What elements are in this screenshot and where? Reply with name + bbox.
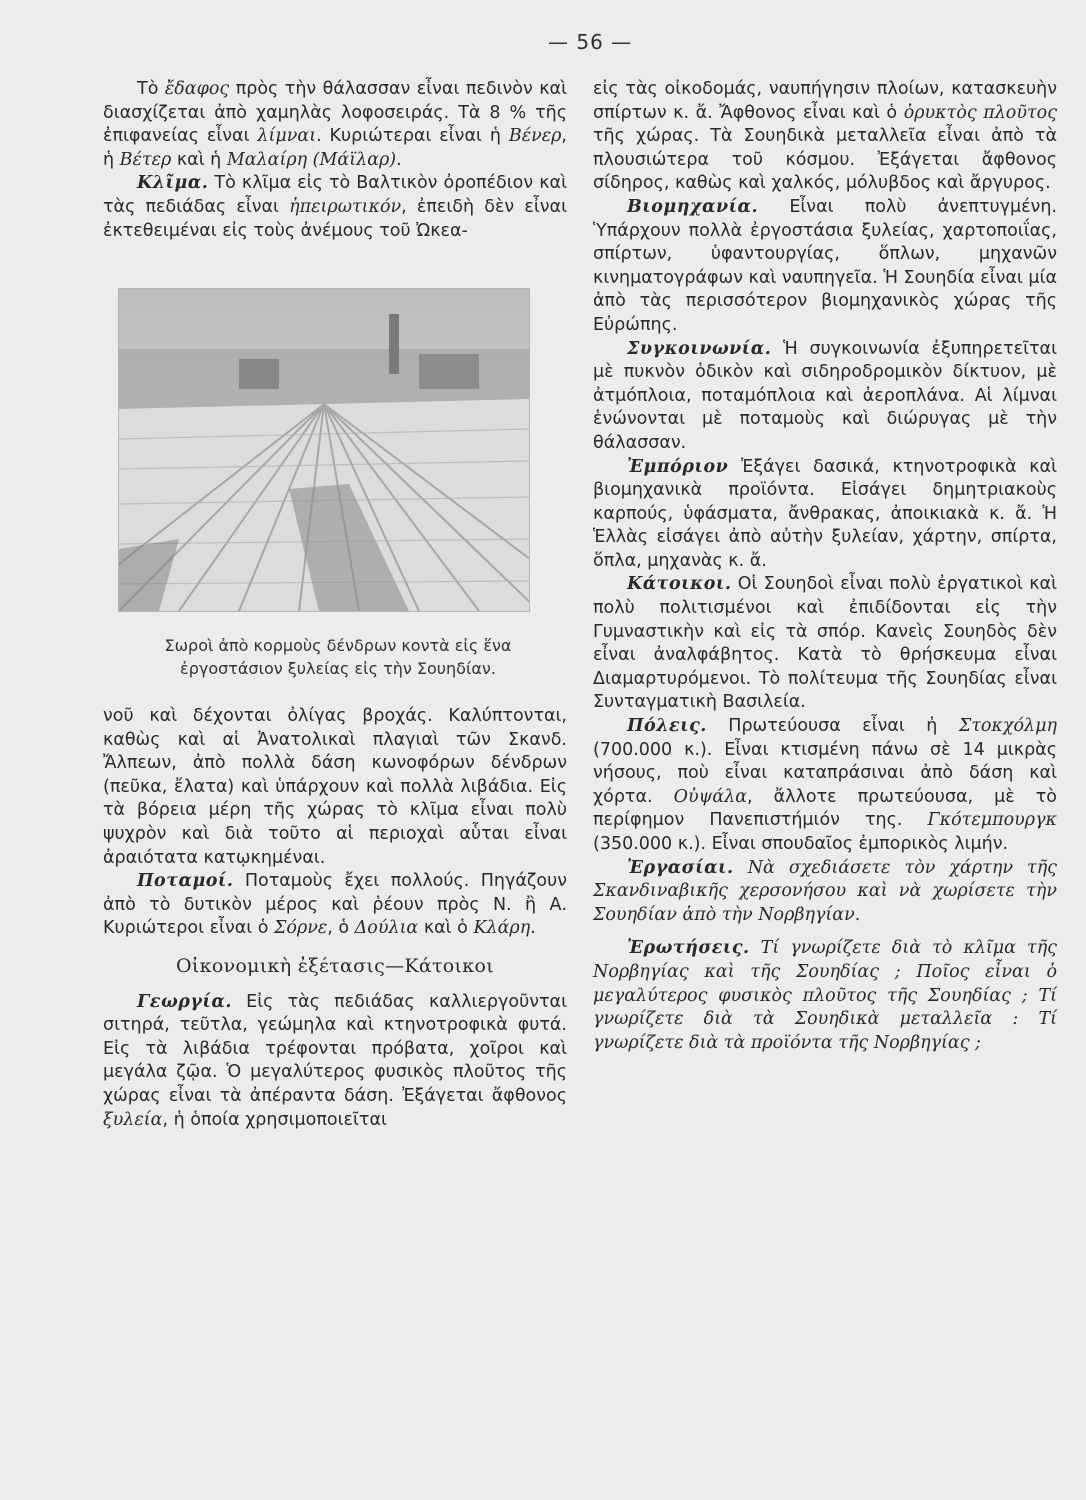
paragraph-inhabitants: Κάτοικοι. Οἱ Σουηδοὶ εἶναι πολὺ ἐργατικοὶ καὶ πολὺ πολιτισμένοι καὶ ἐπιδίδονται εἰς τὴν Γυμναστικὴν καὶ εἰς τὰ σπόρ. Κανεὶς Σουηδὸς δὲν εἶναι ἀναλφάβητος. Κατὰ τὸ θρήσκευμα εἶναι Διαμαρτυρόμενοι. Τὸ πολίτευμα τῆς Σουηδίας εἶναι Συνταγματικὴ Βασιλεία.: [593, 574, 1057, 713]
heading-questions: Ἐρωτήσεις.: [627, 938, 750, 959]
paragraph-exercises: Ἐργασίαι. Νὰ σχεδιάσετε τὸν χάρτην τῆς Σκανδιναβικῆς χερσονήσου καὶ νὰ χωρίσετε τὴν Σουηδίαν ἀπὸ τὴν Νορβηγίαν.: [593, 857, 1057, 925]
paragraph-climate: Κλῖμα. Τὸ κλῖμα εἰς τὸ Βαλτικὸν ὀροπέδιον καὶ τὰς πεδιάδας εἶναι ἠπειρωτικόν, ἐπειδὴ δὲν εἶναι ἐκτεθειμέναι εἰς τοὺς ἀνέμους τοῦ Ὠκεα-: [103, 173, 567, 241]
heading-inhabitants: Κάτοικοι.: [627, 574, 732, 595]
paragraph-questions: Ἐρωτήσεις. Τί γνωρίζετε διὰ τὸ κλῖμα τῆς Νορβηγίας καὶ τῆς Σουηδίας ; Ποῖος εἶναι ὁ μεγαλύτερος φυσικὸς πλοῦτος τῆς Σουηδίας ; Τί γνωρίζετε διὰ τὰ Σουηδικὰ μεταλλεῖα : Τί γνωρίζετε διὰ τὰ προϊόντα τῆς Νορβηγίας ;: [593, 938, 1057, 1053]
right-column: [593, 78, 1057, 1055]
paragraph-timber-minerals: εἰς τὰς οἰκοδομάς, ναυπήγησιν πλοίων, κατασκευὴν σπίρτων κ. ἄ. Ἄφθονος εἶναι καὶ ὁ ὀρυκτὸς πλοῦτος τῆς χώρας. Τὰ Σουηδικὰ μεταλλεῖα εἶναι ἀπὸ τὰ πλουσιώτερα τοῦ κόσμου. Ἐξάγεται ἄφθονος σίδηρος, καθὼς καὶ χαλκός, μόλυβδος καὶ ἄργυρος.: [593, 79, 1057, 194]
heading-rivers: Ποταμοί.: [137, 871, 234, 892]
photo-caption: Σωροὶ ἀπὸ κορμοὺς δένδρων κοντὰ εἰς ἕνα ἐργοστάσιον ξυλείας εἰς τὴν Σουηδίαν.: [164, 636, 512, 678]
paragraph-trade: Ἐμπόριον Ἐξάγει δασικά, κτηνοτροφικὰ καὶ βιομηχανικὰ προϊόντα. Εἰσάγει δημητριακοὺς καρπούς, ὑφάσματα, ἄνθρακας, ἀποικιακὰ κ. ἄ. Ἡ Ἑλλὰς εἰσάγει ἀπὸ αὐτὴν ξυλείαν, χάρτην, σπίρτα, ὅπλα, μηχανὰς κ. ἄ.: [593, 456, 1057, 571]
paragraph-industry: Βιομηχανία. Εἶναι πολὺ ἀνεπτυγμένη. Ὑπάρχουν πολλὰ ἐργοστάσια ξυλείας, χαρτοποιΐας, σπίρτων, ὑφαντουργίας, ὅπλων, μηχανῶν κινηματογράφων καὶ ναυπηγεῖα. Ἡ Σουηδία εἶναι μία ἀπὸ τὰς περισσότερον βιομηχανικὸς χώρας τῆς Εὐρώπης.: [593, 196, 1058, 335]
heading-trade: Ἐμπόριον: [627, 456, 729, 477]
heading-agriculture: Γεωργία.: [137, 991, 232, 1012]
paragraph-cities: Πόλεις. Πρωτεύουσα εἶναι ἡ Στοκχόλμη (700.000 κ.). Εἶναι κτισμένη πάνω σὲ 14 μικρὰς νήσους, ποὺ εἶναι καταπράσιναι ἀπὸ δάση καὶ χόρτα. Οὐψάλα, ἄλλοτε πρωτεύουσα, μὲ τὸ περίφημον Πανεπιστήμιόν της. Γκότεμπουργκ (350.000 κ.). Εἶναι σπουδαῖος ἐμπορικὸς λιμήν.: [593, 716, 1058, 854]
heading-transport: Συγκοινωνία.: [627, 338, 772, 359]
left-column-top: [103, 78, 567, 243]
paragraph-rivers: Ποταμοί. Ποταμοὺς ἔχει πολλούς. Πηγάζουν ἀπὸ τὸ δυτικὸν μέρος καὶ ῥέουν πρὸς Ν. ἢ Α. Κυριώτεροι εἶναι ὁ Σόρνε, ὁ Δούλια καὶ ὁ Κλάρη.: [103, 871, 567, 939]
heading-industry: Βιομηχανία.: [627, 196, 759, 217]
heading-cities: Πόλεις.: [627, 716, 707, 737]
heading-climate: Κλῖμα.: [137, 173, 209, 194]
page-number: — 56 —: [548, 30, 633, 54]
paragraph-climate-continued: νοῦ καὶ δέχονται ὀλίγας βροχάς. Καλύπτονται, καθὼς καὶ αἱ Ἀνατολικαὶ πλαγιαὶ τῶν Σκανδ. Ἄλπεων, ἀπὸ πολλὰ δάση κωνοφόρων δένδρων (πεῦκα, ἔλατα) καὶ ὑπάρχουν καὶ πολλὰ λιβάδια. Εἰς τὰ βόρεια μέρη τῆς χώρας τὸ κλῖμα εἶναι πολὺ ψυχρὸν καὶ διὰ τοῦτο αἱ περιοχαὶ αὗται εἶναι ἀραιότατα κατῳκημέναι.: [103, 706, 567, 868]
paragraph-transport: Συγκοινωνία. Ἡ συγκοινωνία ἐξυπηρετεῖται μὲ πυκνὸν ὁδικὸν καὶ σιδηροδρομικὸν δίκτυον, μὲ ἀτμόπλοια, ποταμόπλοια καὶ ἀεροπλάνα. Αἱ λίμναι ἑνώνονται μὲ ποταμοὺς καὶ διώρυγας μὲ τὴν θάλασσαν.: [593, 338, 1057, 453]
photo-log-piles: [118, 288, 530, 612]
left-column-bottom: [103, 705, 567, 1132]
paragraph-agriculture: Γεωργία. Εἰς τὰς πεδιάδας καλλιεργοῦνται σιτηρά, τεῦτλα, γεώμηλα καὶ κτηνοτροφικὰ φυτά. Εἰς τὰ λιβάδια τρέφονται πρόβατα, χοῖροι καὶ μεγάλα ζῷα. Ὁ μεγαλύτερος φυσικὸς πλοῦτος τῆς χώρας εἶναι τὰ ἀπέραντα δάση. Ἐξάγεται ἄφθονος ξυλεία, ἡ ὁποία χρησιμοποιεῖται: [103, 991, 567, 1130]
section-title-economy: Οἰκονομικὴ ἐξέτασις—Κάτοικοι: [176, 954, 494, 977]
heading-exercises: Ἐργασίαι.: [627, 857, 734, 878]
paragraph-terrain: Τὸ ἔδαφος πρὸς τὴν θάλασσαν εἶναι πεδινὸν καὶ διασχίζεται ἀπὸ χαμηλὰς λοφοσειράς. Τὰ 8 % τῆς ἐπιφανείας εἶναι λίμναι. Κυριώτεραι εἶναι ἡ Βένερ, ἡ Βέτερ καὶ ἡ Μαλαίρη (Μάϊλαρ).: [103, 79, 567, 170]
